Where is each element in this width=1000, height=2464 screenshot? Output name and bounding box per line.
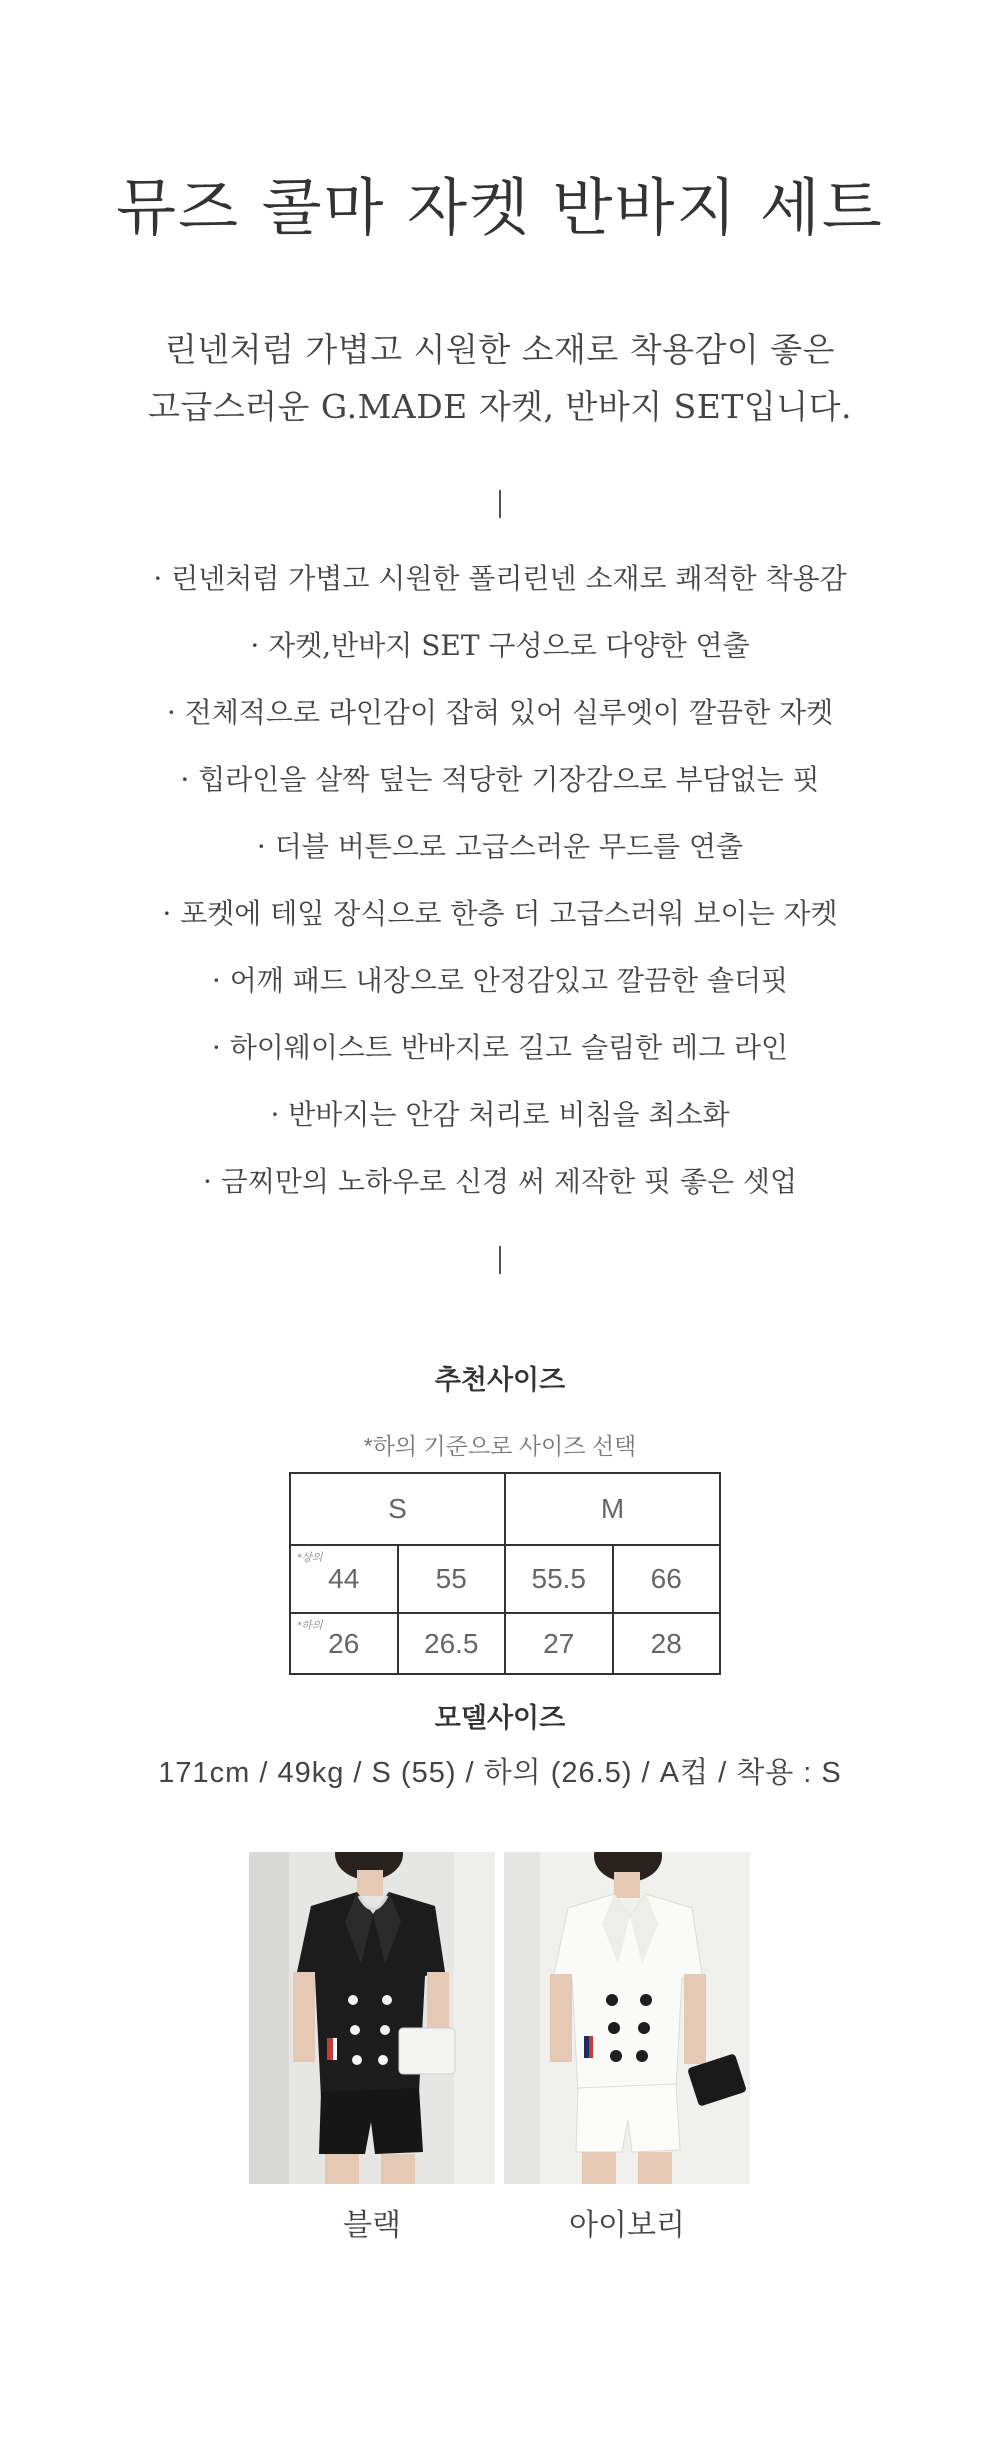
size-selection-note: *하의 기준으로 사이즈 선택 xyxy=(363,1433,637,1459)
feature-item: · 금찌만의 노하우로 신경 써 제작한 핏 좋은 셋업 xyxy=(202,1165,798,1198)
intro-line-1: 린넨처럼 가볍고 시원한 소재로 착용감이 좋은 xyxy=(164,330,836,369)
color-label-black: 블랙 xyxy=(343,2209,401,2242)
feature-list xyxy=(0,545,1000,1215)
size-header-m: M xyxy=(505,1473,720,1545)
color-label-ivory: 아이보리 xyxy=(569,2209,685,2242)
feature-item: · 더블 버튼으로 고급스러운 무드를 연출 xyxy=(256,830,744,863)
size-table xyxy=(289,1472,721,1675)
size-cell: 55.5 xyxy=(505,1545,613,1613)
feature-item: · 어깨 패드 내장으로 안정감있고 깔끔한 숄더핏 xyxy=(211,964,789,997)
size-cell: 27 xyxy=(505,1613,613,1674)
model-size-info: 171cm / 49kg / S (55) / 하의 (26.5) / A컵 / 착용 : S xyxy=(158,1757,842,1789)
model-size-heading: 모델사이즈 xyxy=(434,1703,566,1733)
size-value: 26 xyxy=(328,1627,360,1659)
size-value: 44 xyxy=(328,1563,360,1594)
feature-item: · 하이웨이스트 반바지로 길고 슬림한 레그 라인 xyxy=(211,1031,789,1064)
divider-bottom xyxy=(499,1246,501,1274)
size-header-s: S xyxy=(290,1473,505,1545)
size-cell: 28 xyxy=(613,1613,721,1674)
size-cell: 26.5 xyxy=(398,1613,506,1674)
divider-top xyxy=(499,490,501,518)
size-cell: 55 xyxy=(398,1545,506,1613)
table-row xyxy=(290,1545,720,1613)
feature-item: · 반바지는 안감 처리로 비침을 최소화 xyxy=(270,1098,730,1131)
black-outfit-photo xyxy=(249,1852,495,2184)
feature-item: · 힙라인을 살짝 덮는 적당한 기장감으로 부담없는 핏 xyxy=(180,763,820,796)
product-title: 뮤즈 콜마 자켓 반바지 세트 xyxy=(116,171,884,244)
ivory-outfit-photo xyxy=(504,1852,750,2184)
table-row xyxy=(290,1613,720,1674)
bottom-tag: *하의 xyxy=(297,1620,323,1632)
feature-item: · 전체적으로 라인감이 잡혀 있어 실루엣이 깔끔한 자켓 xyxy=(166,696,834,729)
size-cell: 66 xyxy=(613,1545,721,1613)
top-tag: *상의 xyxy=(297,1552,323,1564)
feature-item: · 린넨처럼 가볍고 시원한 폴리린넨 소재로 쾌적한 착용감 xyxy=(153,562,847,595)
size-cell xyxy=(290,1613,398,1674)
recommended-size-heading: 추천사이즈 xyxy=(434,1365,566,1395)
feature-item: · 포켓에 테잎 장식으로 한층 더 고급스러워 보이는 자켓 xyxy=(162,897,838,930)
feature-item: · 자켓,반바지 SET 구성으로 다양한 연출 xyxy=(250,629,750,662)
intro-line-2: 고급스러운 G.MADE 자켓, 반바지 SET입니다. xyxy=(148,387,852,426)
size-cell xyxy=(290,1545,398,1613)
